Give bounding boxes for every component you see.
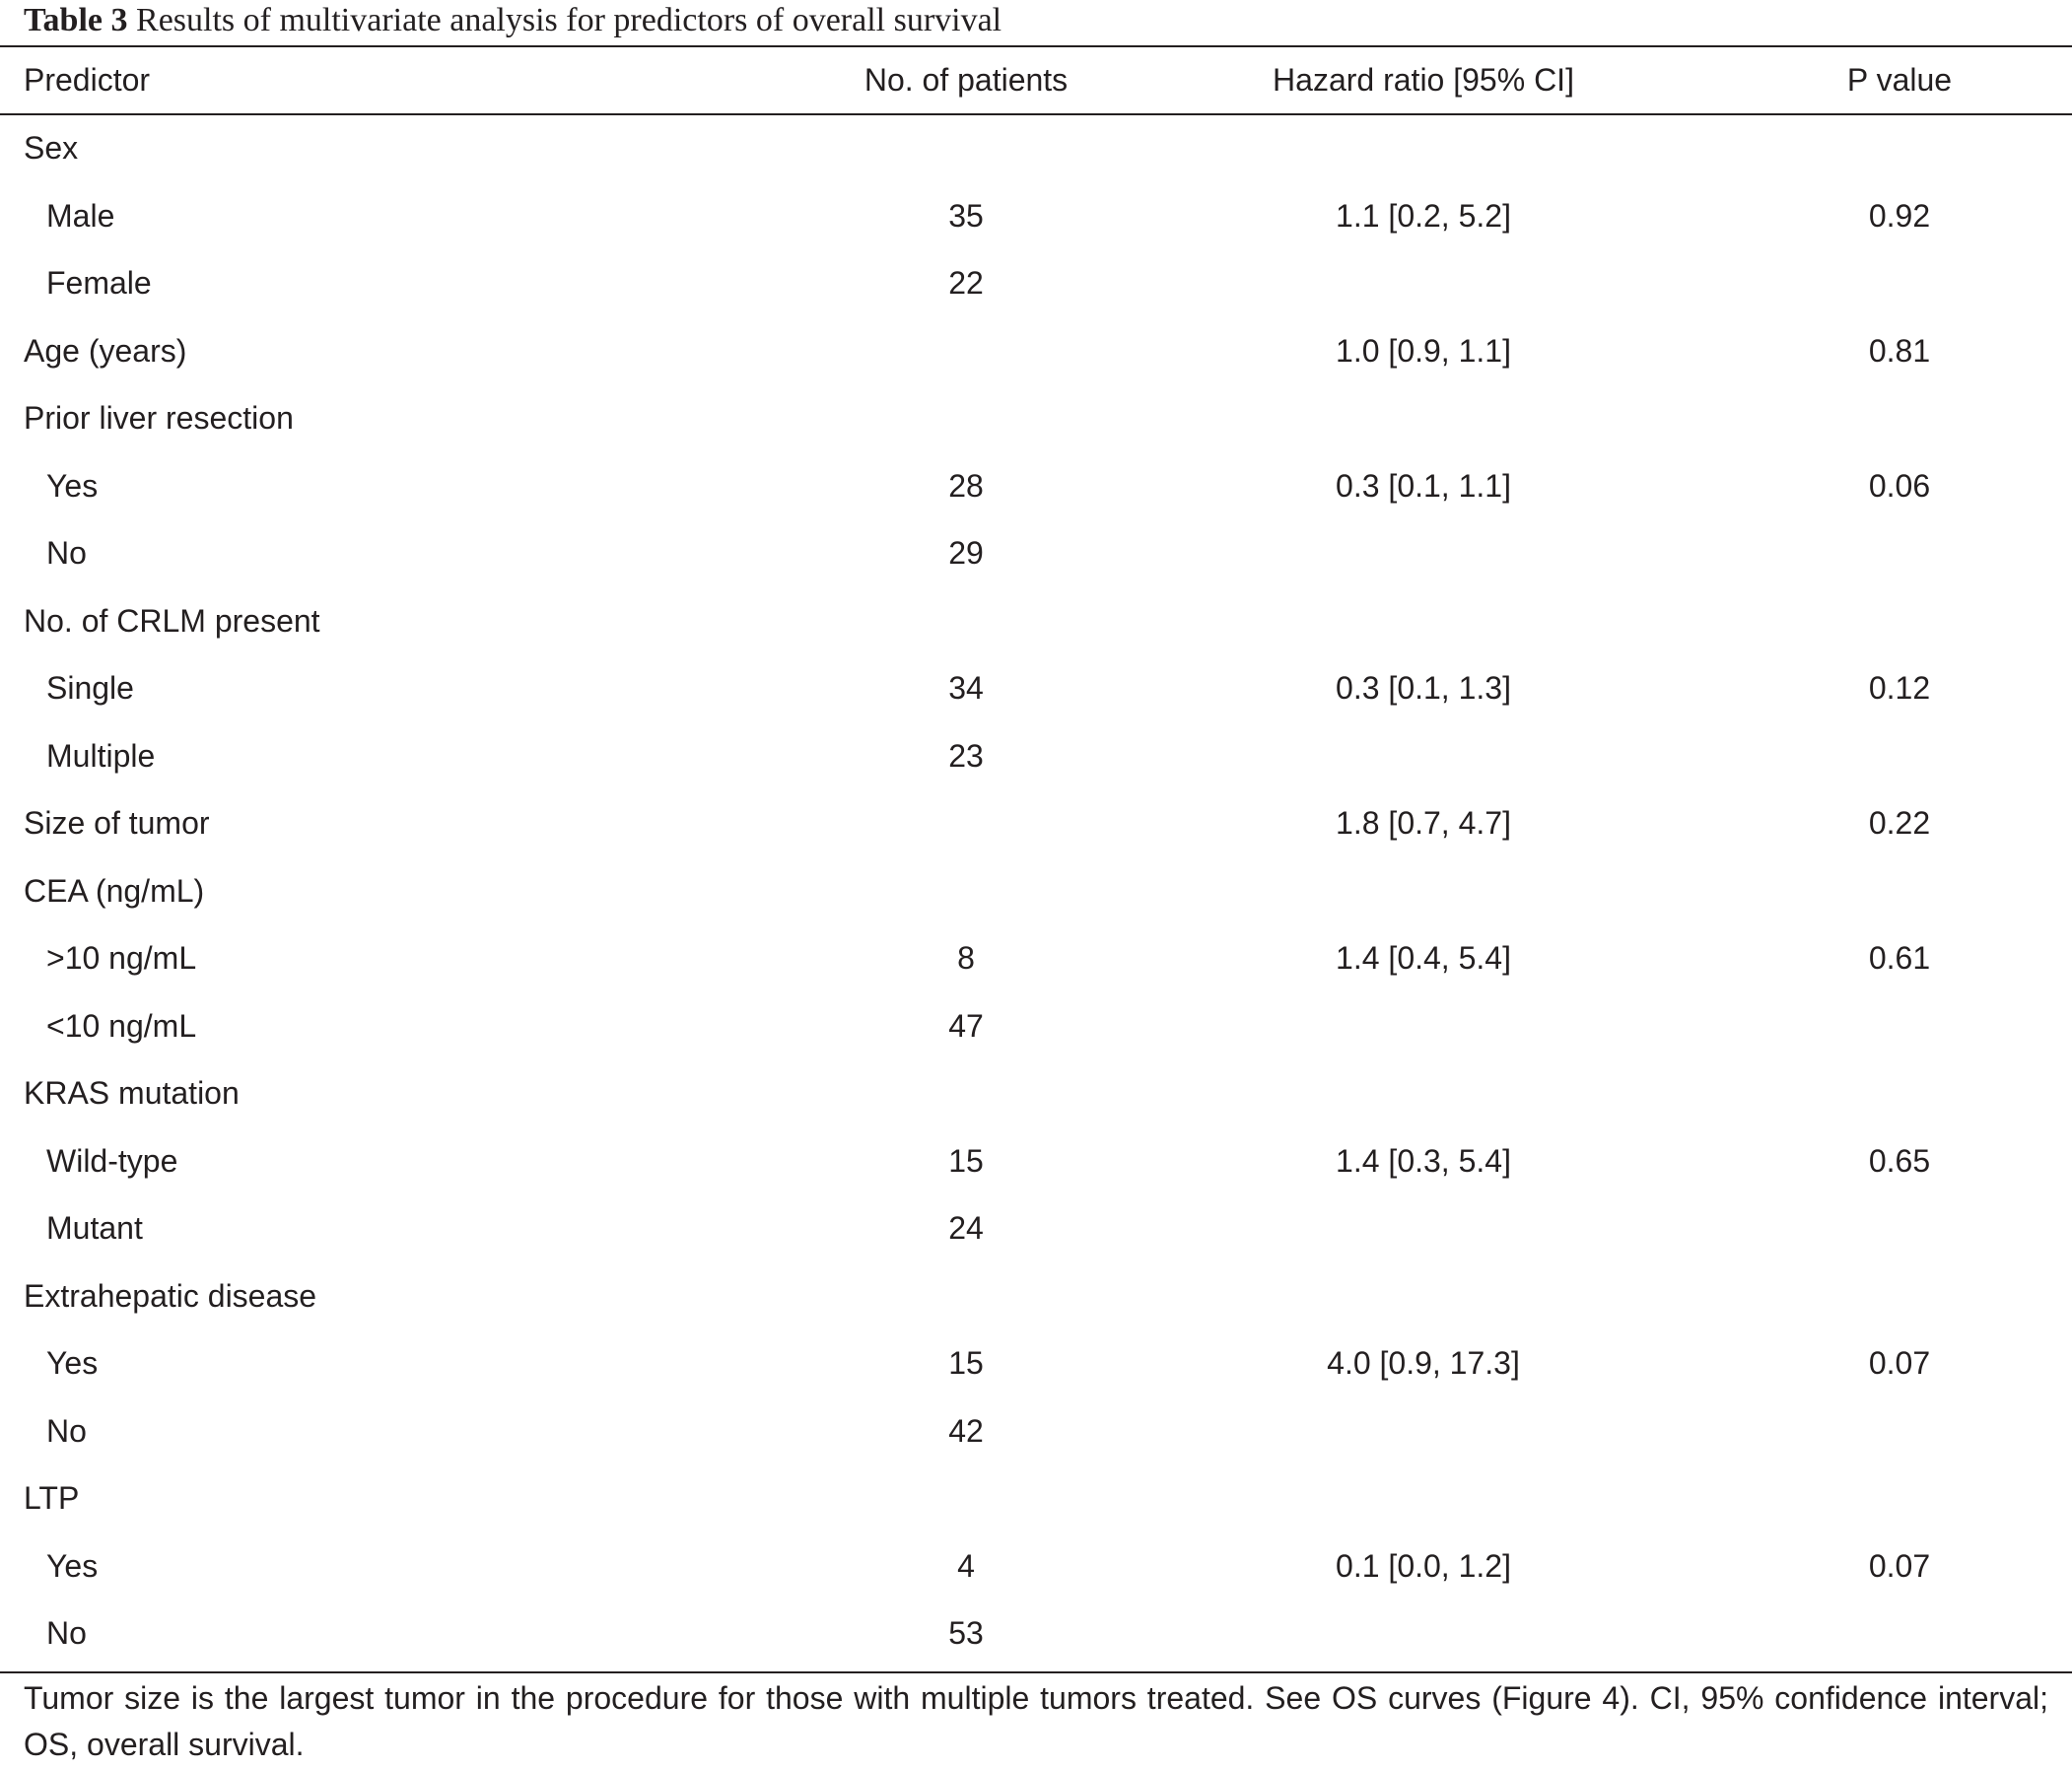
cell-no-of-patients: 4 (957, 1547, 975, 1584)
cell-no-of-patients (769, 317, 1163, 384)
cell-no-of-patients (769, 587, 1163, 654)
cell-no-of-patients: 35 (948, 197, 984, 234)
cell-p-value: 0.61 (1868, 940, 1931, 976)
cell-predictor: Age (years) (24, 332, 187, 369)
cell-p-value (1702, 1194, 2072, 1261)
table-row (0, 992, 2072, 1059)
table-row (0, 519, 2072, 586)
cell-predictor: No (46, 1615, 87, 1651)
table-row (0, 384, 2072, 451)
cell-no-of-patients (769, 857, 1163, 924)
table-row (0, 722, 2072, 789)
cell-hazard-ratio: 0.3 [0.1, 1.3] (1336, 670, 1511, 706)
cell-predictor: Male (46, 197, 115, 234)
cell-hazard-ratio (1226, 384, 1621, 451)
cell-predictor: Female (46, 265, 152, 301)
cell-p-value (1702, 1262, 2072, 1329)
table-row (0, 654, 2072, 721)
cell-hazard-ratio (1226, 1599, 1621, 1666)
cell-p-value (1702, 1464, 2072, 1531)
cell-no-of-patients (769, 789, 1163, 856)
table-row (0, 1194, 2072, 1261)
cell-predictor: Wild-type (46, 1142, 178, 1179)
cell-hazard-ratio: 0.1 [0.0, 1.2] (1336, 1547, 1511, 1584)
table-row (0, 249, 2072, 316)
cell-predictor: No (46, 1412, 87, 1449)
cell-p-value (1702, 249, 2072, 316)
table-row (0, 924, 2072, 991)
cell-hazard-ratio: 1.8 [0.7, 4.7] (1336, 805, 1511, 841)
table-row (0, 1599, 2072, 1666)
table-row (0, 452, 2072, 519)
cell-predictor: LTP (24, 1480, 80, 1516)
cell-p-value: 0.07 (1868, 1345, 1931, 1381)
cell-no-of-patients: 22 (948, 265, 984, 301)
table-title: Results of multivariate analysis for predictors of overall survival (136, 2, 1002, 38)
cell-hazard-ratio (1226, 1262, 1621, 1329)
cell-p-value (1702, 1397, 2072, 1464)
cell-hazard-ratio (1226, 1397, 1621, 1464)
cell-p-value: 0.06 (1868, 467, 1931, 504)
cell-predictor: <10 ng/mL (46, 1007, 197, 1044)
cell-hazard-ratio (1226, 722, 1621, 789)
cell-no-of-patients (769, 384, 1163, 451)
cell-predictor: KRAS mutation (24, 1075, 240, 1111)
cell-hazard-ratio: 1.4 [0.4, 5.4] (1336, 940, 1511, 976)
cell-hazard-ratio: 1.1 [0.2, 5.2] (1336, 197, 1511, 234)
cell-hazard-ratio (1226, 1464, 1621, 1531)
cell-no-of-patients: 53 (948, 1615, 984, 1651)
cell-hazard-ratio (1226, 587, 1621, 654)
cell-p-value: 0.12 (1868, 670, 1931, 706)
cell-hazard-ratio (1226, 114, 1621, 181)
table-row (0, 1262, 2072, 1329)
table-row (0, 182, 2072, 249)
cell-p-value: 0.92 (1868, 197, 1931, 234)
cell-predictor: Multiple (46, 737, 156, 774)
cell-predictor: Size of tumor (24, 805, 210, 841)
table-row (0, 1532, 2072, 1599)
cell-predictor: Single (46, 670, 134, 706)
cell-hazard-ratio: 0.3 [0.1, 1.1] (1336, 467, 1511, 504)
cell-hazard-ratio (1226, 857, 1621, 924)
cell-predictor: CEA (ng/mL) (24, 872, 205, 909)
cell-predictor: No (46, 535, 87, 571)
cell-p-value (1702, 1059, 2072, 1126)
cell-hazard-ratio (1226, 1059, 1621, 1126)
cell-no-of-patients: 29 (948, 535, 984, 571)
cell-predictor: Yes (46, 1547, 99, 1584)
cell-p-value: 0.22 (1868, 805, 1931, 841)
table-row (0, 1464, 2072, 1531)
header-p-value: P value (1846, 62, 1953, 98)
cell-no-of-patients (769, 1262, 1163, 1329)
cell-no-of-patients: 28 (948, 467, 984, 504)
cell-predictor: Prior liver resection (24, 400, 294, 436)
cell-no-of-patients (769, 114, 1163, 181)
cell-p-value (1702, 992, 2072, 1059)
cell-hazard-ratio: 4.0 [0.9, 17.3] (1327, 1345, 1520, 1381)
table-row (0, 317, 2072, 384)
cell-p-value: 0.81 (1868, 332, 1931, 369)
cell-no-of-patients (769, 1059, 1163, 1126)
cell-predictor: Yes (46, 467, 99, 504)
table-row (0, 1329, 2072, 1396)
table-row (0, 587, 2072, 654)
table-header-row (0, 46, 2072, 113)
cell-no-of-patients (769, 1464, 1163, 1531)
table-row (0, 114, 2072, 181)
cell-p-value (1702, 587, 2072, 654)
table-row (0, 1397, 2072, 1464)
cell-predictor: Extrahepatic disease (24, 1277, 317, 1314)
cell-predictor: Sex (24, 130, 79, 166)
cell-p-value (1702, 722, 2072, 789)
cell-hazard-ratio (1226, 1194, 1621, 1261)
cell-p-value (1702, 114, 2072, 181)
cell-p-value (1702, 1599, 2072, 1666)
cell-p-value: 0.07 (1868, 1547, 1931, 1584)
header-hazard-ratio: Hazard ratio [95% CI] (1273, 62, 1574, 98)
cell-no-of-patients: 23 (948, 737, 984, 774)
cell-no-of-patients: 42 (948, 1412, 984, 1449)
cell-p-value (1702, 519, 2072, 586)
cell-p-value: 0.65 (1868, 1142, 1931, 1179)
cell-hazard-ratio: 1.4 [0.3, 5.4] (1336, 1142, 1511, 1179)
cell-hazard-ratio (1226, 992, 1621, 1059)
cell-no-of-patients: 47 (948, 1007, 984, 1044)
cell-predictor: Yes (46, 1345, 99, 1381)
table-label: Table 3 (24, 2, 128, 38)
cell-hazard-ratio: 1.0 [0.9, 1.1] (1336, 332, 1511, 369)
header-no-of-patients: No. of patients (863, 62, 1069, 98)
table-row (0, 789, 2072, 856)
table-row (0, 857, 2072, 924)
cell-predictor: >10 ng/mL (46, 940, 197, 976)
cell-hazard-ratio (1226, 519, 1621, 586)
header-predictor: Predictor (24, 62, 151, 98)
cell-no-of-patients: 8 (957, 940, 975, 976)
cell-no-of-patients: 15 (948, 1345, 984, 1381)
table-caption (24, 0, 1001, 45)
cell-predictor: No. of CRLM present (24, 602, 320, 639)
cell-no-of-patients: 34 (948, 670, 984, 706)
cell-no-of-patients: 24 (948, 1210, 984, 1246)
table-row (0, 1059, 2072, 1126)
cell-hazard-ratio (1226, 249, 1621, 316)
table-footnote: Tumor size is the largest tumor in the procedure for those with multiple tumors treated. See OS curves (Figure 4). CI, 95% confidence interval; OS, overall survival. (24, 1680, 2048, 1762)
table-row (0, 1127, 2072, 1194)
bottom-rule (0, 1671, 2072, 1673)
cell-p-value (1702, 857, 2072, 924)
cell-predictor: Mutant (46, 1210, 143, 1246)
cell-no-of-patients: 15 (948, 1142, 984, 1179)
cell-p-value (1702, 384, 2072, 451)
